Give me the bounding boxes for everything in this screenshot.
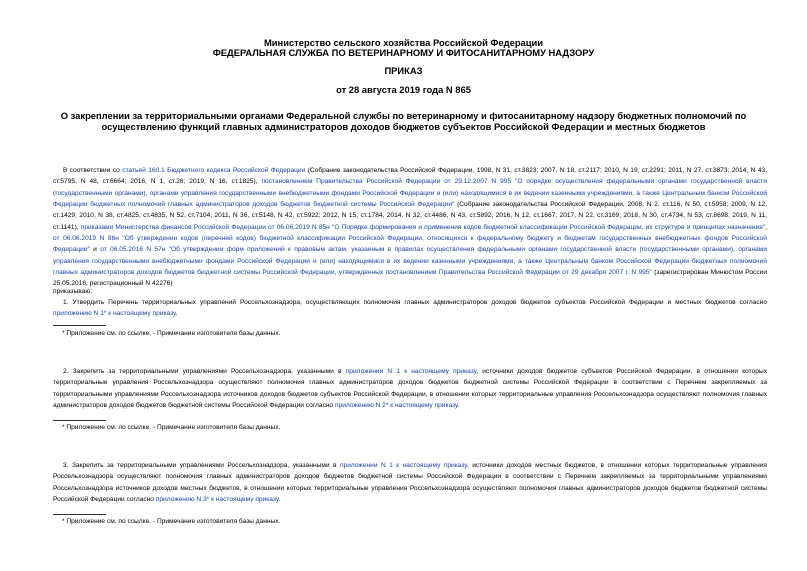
footnote-divider bbox=[53, 325, 106, 326]
footnote: * Приложение см. по ссылке. - Примечание изготовителя базы данных. bbox=[62, 518, 281, 525]
document-type: ПРИКАЗ bbox=[384, 65, 423, 76]
document-title: О закреплении за территориальными органами Федеральной службы по ветеринарному и фитосанитарному надзору бюджетных полномочий по осуществлению функций главных администраторов доходов бюджетов субъектов Российской Федерации и местных бюджетов bbox=[60, 110, 747, 133]
preamble-text: и bbox=[89, 246, 101, 254]
document-date-number: от 28 августа 2019 года N 865 bbox=[336, 84, 471, 95]
order-word: приказываю: bbox=[53, 288, 93, 295]
item-text: , источники доходов бюджетов субъектов Российской Федерации, в отношении которых территориальные управления Россельхознадзора осуществляют полномочия главных администраторов доходов бюджетов бюджетной системы Российской Федерации в соответствии с Перечнем закрепляемых за территориальными управлениями Россельхознадзора источников доходов бюджетов субъектов Российской Федерации, в отношении которых территориальные управления Россельхознадзора осуществляют полномочия главных администраторов доходов бюджетов бюджетной системы Российской Федерации согласно bbox=[53, 368, 767, 410]
item-text: 1. Утвердить Перечень территориальных управлений Россельхознадзора, осуществляющих полномочия главных администраторов доходов бюджетов субъектов Российской Федерации и местных бюджетов согласно bbox=[63, 299, 767, 306]
link-minfin-order-85n[interactable]: приказами Министерства финансов Российской Федерации от 06.06.2019 N 85н "О Порядке формирования и применения кодов бюджетной классификации Российской Федерации, их структуре и принципах назначения" bbox=[80, 223, 766, 231]
link-appendix-2[interactable]: приложению N 2* к настоящему приказу bbox=[335, 402, 458, 410]
order-item-3 bbox=[53, 460, 767, 505]
link-minfin-order-86n[interactable]: от 06.06.2019 N 86н "Об утверждении кодов (перечней кодов) бюджетной классификации Российской Федерации, относящихся к федеральному бюджету и бюджетам государственных внебюджетных фондов Российской Федерации" bbox=[53, 235, 767, 254]
item-text: . bbox=[457, 402, 460, 410]
item-text: 2. Закрепить за территориальными управлениями Россельхознадзора, указанными в bbox=[63, 368, 346, 375]
item-text: . bbox=[278, 496, 281, 504]
preamble-text: (зарегистрирован Минюстом России 25.05.2016, регистрационный N 42276) bbox=[53, 269, 767, 288]
link-appendix-3[interactable]: приложению N 3* к настоящему приказу bbox=[155, 496, 279, 504]
preamble-text: (Собрание законодательства Российской Федерации, 2008, N 2, ст.116, N 50, ст.5958; 2009, N 12, ст.1429; 2010, N 38, ст.4825, ст.4835, N 52, ст.7104; 2011, N 36, ст.5148, N 42, ст.5922; 2012, N 15, ст.1784, 2014, N 32, ст.4486, N 43, ст.5892, 2016, N 12, ст.1667; 2017, N 22, ст.3169; 2018, N 30, ст.4734, N 53, ст.8698; 2019, N 11, ст.1141), bbox=[53, 201, 767, 231]
footnote-divider bbox=[53, 420, 106, 421]
link-appendix-1[interactable]: приложении N 1 к настоящему приказу bbox=[339, 462, 467, 469]
order-item-2 bbox=[53, 366, 767, 411]
preamble-text: (Собрание законодательства Российской Федерации, 1998, N 31, ст.3823; 2007, N 18, ст.2117; 2010, N 19, ст.2291; 2011, N 27, ст.3873; 2014, N 43, ст.5795, N 48, ст.6664; 2016, N 1, ст.26; 2019, N 16, ст.1825), bbox=[53, 167, 767, 186]
link-appendix-1[interactable]: приложении N 1 к настоящему приказу bbox=[345, 368, 477, 375]
service-name: ФЕДЕРАЛЬНАЯ СЛУЖБА ПО ВЕТЕРИНАРНОМУ И ФИТОСАНИТАРНОМУ НАДЗОРУ bbox=[212, 47, 595, 58]
link-appendix-1[interactable]: приложению N 1* к настоящему приказу bbox=[53, 310, 176, 318]
preamble-text: , bbox=[765, 223, 767, 231]
preamble-text: В соответствии со bbox=[63, 167, 123, 174]
footnote: * Приложение см. по ссылке. - Примечание изготовителя базы данных. bbox=[62, 330, 281, 337]
item-text: , источники доходов местных бюджетов, в отношении которых территориальные управления Россельхознадзора осуществляют полномочия главных администраторов доходов бюджетов бюджетной системы Российской Федерации в соответствии с Перечнем закрепляемых за территориальными управлениями Россельхознадзора источников доходов местных бюджетов, в отношении которых территориальные управления Россельхознадзора осуществляют полномочия главных администраторов доходов бюджетов бюджетной системы Российской Федерации согласно bbox=[53, 462, 767, 504]
order-item-1 bbox=[53, 297, 767, 320]
item-text: . bbox=[175, 310, 178, 318]
link-budget-code-article[interactable]: статьей 160.1 Бюджетного кодекса Российской Федерации bbox=[122, 167, 306, 174]
link-government-decree-995[interactable]: постановлением Правительства Российской Федерации от 29.12.2007 N 995 "О порядке осуществления федеральными органами государственной власти (государственными органами), органами управления государственными внебюджетными фондами Российской Федерации и (или) находящимися в их ведении казенными учреждениями, а также Центральным банком Российской Федерации бюджетных полномочий главных администраторов доходов бюджетов бюджетной системы Российской Федерации" bbox=[53, 178, 768, 209]
preamble-paragraph bbox=[53, 165, 767, 290]
footnote-divider bbox=[53, 514, 106, 515]
ministry-name: Министерство сельского хозяйства Российской Федерации bbox=[263, 37, 544, 48]
link-minfin-order-57n[interactable]: от 06.05.2016 N 57н "Об утверждении форм приложений к правовым актам, указанным в правилах осуществления федеральными органами государственной власти (государственными органами), органами управления государственными внебюджетными фондами Российской Федерации и (или) находящимися в их ведении казенными учреждениями, а также Центральным банком Российской Федерации бюджетных полномочий главных администраторов доходов бюджетов бюджетной системы Российской Федерации, утвержденных постановлением Правительства Российской Федерации от 29 декабря 2007 г. N 995" bbox=[53, 246, 767, 277]
item-text: 3. Закрепить за территориальными управлениями Россельхознадзора, указанными в bbox=[63, 462, 340, 469]
footnote: * Приложение см. по ссылке. - Примечание изготовителя базы данных. bbox=[62, 424, 281, 431]
